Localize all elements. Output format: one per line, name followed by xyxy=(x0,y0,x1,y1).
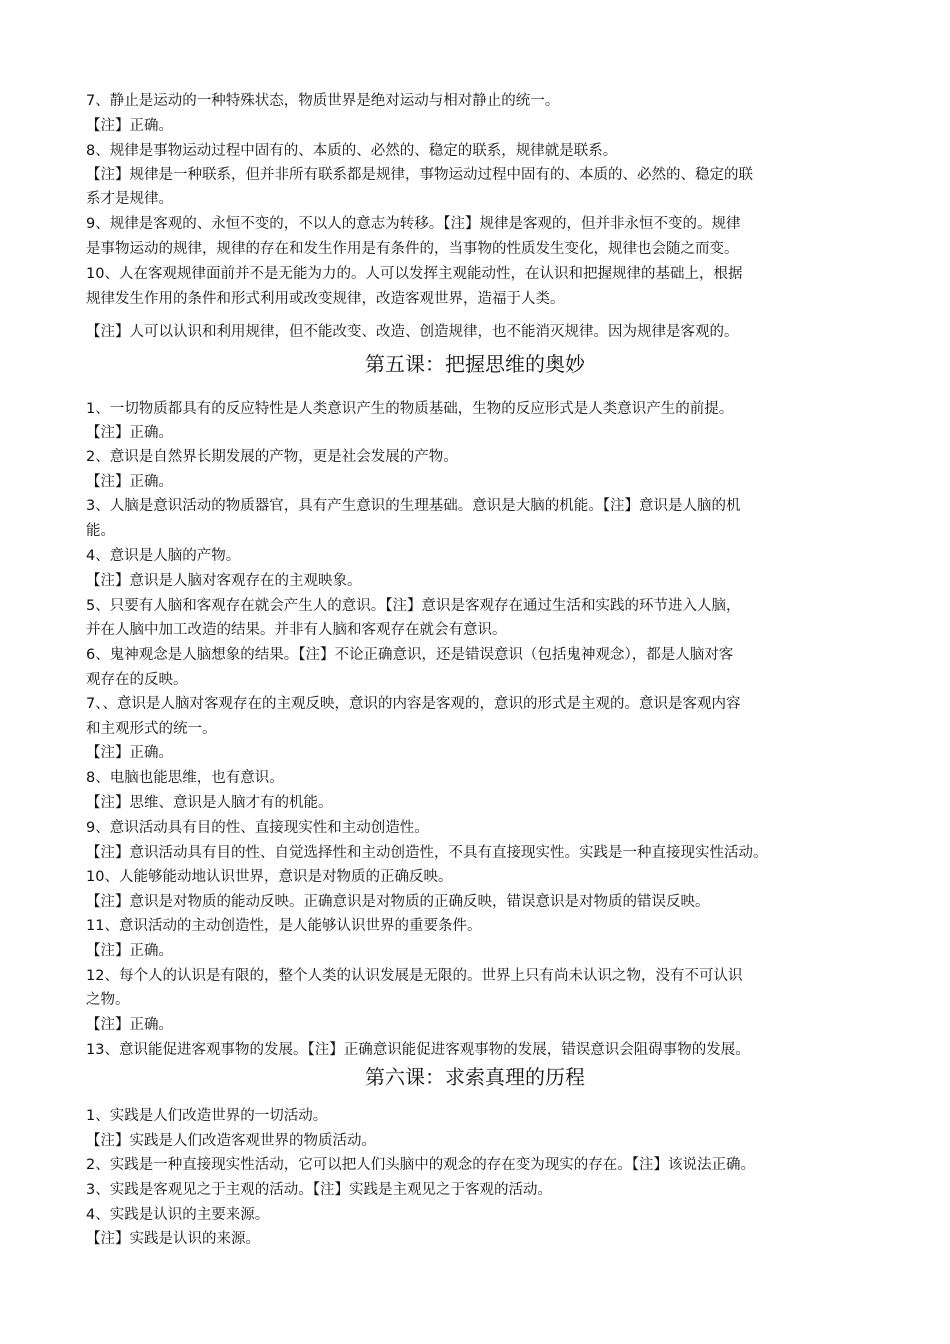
text-line: 3、人脑是意识活动的物质器官，具有产生意识的生理基础。意识是大脑的机能。【注】意识是人脑的机 xyxy=(86,498,741,514)
text-line: 1、实践是人们改造世界的一切活动。 xyxy=(86,1108,328,1124)
text-line: 7、静止是运动的一种特殊状态，物质世界是绝对运动与相对静止的统一。 xyxy=(86,93,560,109)
text-line: 是事物运动的规律，规律的存在和发生作用是有条件的，当事物的性质发生变化，规律也会随之而变。 xyxy=(86,241,739,257)
text-line: 【注】正确。 xyxy=(86,425,173,441)
text-line: 【注】思维、意识是人脑才有的机能。 xyxy=(86,795,333,811)
text-line: 【注】正确。 xyxy=(86,474,173,490)
text-line: 能。 xyxy=(86,523,115,539)
text-line: 8、电脑也能思维，也有意识。 xyxy=(86,770,284,786)
text-line: 【注】规律是一种联系，但并非所有联系都是规律，事物运动过程中固有的、本质的、必然的、稳定的联 xyxy=(86,167,753,183)
text-line: 10、人能够能动地认识世界，意识是对物质的正确反映。 xyxy=(86,869,453,885)
text-line: 12、每个人的认识是有限的，整个人类的认识发展是无限的。世界上只有尚未认识之物，没有不可认识 xyxy=(86,968,743,984)
text-line: 之物。 xyxy=(86,992,130,1008)
text-line: 4、实践是认识的主要来源。 xyxy=(86,1207,270,1223)
text-line: 【注】正确。 xyxy=(86,1017,173,1033)
text-line: 7、、意识是人脑对客观存在的主观反映，意识的内容是客观的，意识的形式是主观的。意识是客观内容 xyxy=(86,696,741,712)
text-line: 【注】实践是认识的来源。 xyxy=(86,1231,260,1247)
text-line: 11、意识活动的主动创造性，是人能够认识世界的重要条件。 xyxy=(86,918,482,934)
text-line: 4、意识是人脑的产物。 xyxy=(86,548,241,564)
text-line: 9、规律是客观的、永恒不变的，不以人的意志为转移。【注】规律是客观的，但并非永恒不变的。规律 xyxy=(86,216,741,232)
text-line: 8、规律是事物运动过程中固有的、本质的、必然的、稳定的联系，规律就是联系。 xyxy=(86,143,618,159)
text-line: 【注】意识是人脑对客观存在的主观映象。 xyxy=(86,573,362,589)
text-line: 6、鬼神观念是人脑想象的结果。【注】不论正确意识，还是错误意识（包括鬼神观念），都是人脑对客 xyxy=(86,647,734,663)
text-line: 2、意识是自然界长期发展的产物，更是社会发展的产物。 xyxy=(86,449,458,465)
text-line: 和主观形式的统一。 xyxy=(86,721,217,737)
text-line: 【注】正确。 xyxy=(86,745,173,761)
text-line: 并在人脑中加工改造的结果。并非有人脑和客观存在就会有意识。 xyxy=(86,622,507,638)
text-line: 【注】意识是对物质的能动反映。正确意识是对物质的正确反映，错误意识是对物质的错误反映。 xyxy=(86,894,710,910)
text-line: 【注】人可以认识和利用规律，但不能改变、改造、创造规律，也不能消灭规律。因为规律是客观的。 xyxy=(86,324,739,340)
text-line: 【注】正确。 xyxy=(86,943,173,959)
text-line: 5、只要有人脑和客观存在就会产生人的意识。【注】意识是客观存在通过生活和实践的环节进入人脑， xyxy=(86,598,741,614)
text-line: 3、实践是客观见之于主观的活动。【注】实践是主观见之于客观的活动。 xyxy=(86,1182,552,1198)
section-heading: 第六课：求索真理的历程 xyxy=(365,1065,585,1089)
text-line: 1、一切物质都具有的反应特性是人类意识产生的物质基础，生物的反应形式是人类意识产生的前提。 xyxy=(86,401,734,417)
text-line: 规律发生作用的条件和形式利用或改变规律，改造客观世界，造福于人类。 xyxy=(86,291,565,307)
text-line: 13、意识能促进客观事物的发展。【注】正确意识能促进客观事物的发展，错误意识会阻碍事物的发展。 xyxy=(86,1042,750,1058)
section-heading: 第五课：把握思维的奥妙 xyxy=(365,352,585,376)
text-line: 9、意识活动具有目的性、直接现实性和主动创造性。 xyxy=(86,820,429,836)
text-line: 系才是规律。 xyxy=(86,191,173,207)
text-line: 观存在的反映。 xyxy=(86,672,188,688)
text-line: 【注】意识活动具有目的性、自觉选择性和主动创造性，不具有直接现实性。实践是一种直接现实性活动。 xyxy=(86,845,768,861)
text-line: 【注】正确。 xyxy=(86,118,173,134)
text-line: 2、实践是一种直接现实性活动，它可以把人们头脑中的观念的存在变为现实的存在。【注】该说法正确。 xyxy=(86,1157,755,1173)
text-line: 【注】实践是人们改造客观世界的物质活动。 xyxy=(86,1133,376,1149)
text-line: 10、人在客观规律面前并不是无能为力的。人可以发挥主观能动性，在认识和把握规律的基础上，根据 xyxy=(86,266,743,282)
